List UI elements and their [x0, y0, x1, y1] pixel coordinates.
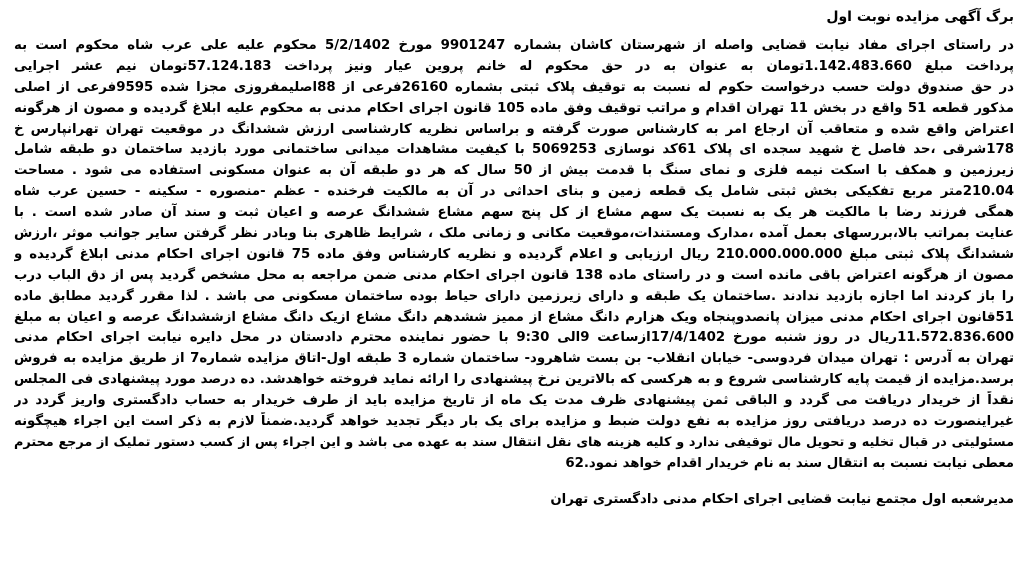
body-line: مذکور قطعه 51 واقع در بخش 11 تهران اقدام و مراتب توقیف وفق ماده 105 قانون اجرای احکام مدنی به محکوم علیه ابلاغ گردیده و مصون از هرگونه: [14, 100, 1014, 116]
body-line: 210.04متر مربع تفکیکی بخش ثبتی شامل یک قطعه زمین و بنای احداثی در آن به مالکیت فرخنده - عظم -منصوره - سکینه - حسین عرب شاه: [14, 184, 1014, 200]
body-line: در حق صندوق دولت حسب درخواست حکوم له نسبت به توقیف پلاک ثبتی بشماره 26160فرعی از 88اصلیمفروزی مجزا شده 9595فرعی از اصلی: [14, 79, 1014, 95]
body-line: را باز کردند اما اجازه بازدید ندادند .ساختمان یک طبقه و دارای زیرزمین دارای حیاط بوده ساختمان مسکونی می باشد . لذا مقرر گردید مطابق ماده: [14, 288, 1014, 304]
body-line: مصون از هرگونه اعتراض باقی مانده است و در راستای ماده 138 قانون اجرای احکام مدنی ضمن مراجعه به محل مشخص گردید پس از دق الباب درب: [14, 267, 1014, 283]
body-line: 11.572.836.600ریال در روز شنبه مورخ 17/4/1402ازساعت 9الی 9:30 با حضور نماینده محترم دادستان در محل دایره نیابت اجرای احکام مدنی: [14, 330, 1014, 346]
body-line: برسد.مزایده از قیمت پایه کارشناسی شروع و به هرکسی که بالاترین نرخ پیشنهادی را ارائه نماید فروخته خواهدشد. ده درصد مورد پیشنهادی فی المجلس: [14, 372, 1014, 388]
body-line: 178شرقی ،حد فاصل خ شهید سجده ای پلاک 61کد نوسازی 5069253 با کیفیت مشاهدات میدانی ساختمانی مورد بازدید ساختمان دو طبقه شامل: [14, 142, 1014, 158]
body-line: نقداً از خریدار دریافت می گردد و الباقی ثمن پیشنهادی ظرف مدت یک ماه از تاریخ مزایده باید از طرف خریدار به حساب دادگستری واریز گردد در: [14, 393, 1014, 409]
notice-title: برگ آگهی مزایده نوبت اول: [826, 9, 1014, 25]
body-line: پرداخت مبلغ 1.142.483.660تومان به عنوان به در حق محکوم له خانم پروین عیار ونیز پرداخت 57.124.183تومان نیم عشر اجرایی: [14, 58, 1014, 74]
body-line: همگی فرزند رضا با مالکیت هر یک به نسبت یک سهم مشاع از کل پنج سهم مشاع ششدانگ عرصه و اعیان ثبت و سند آن صادر شده است . با: [14, 205, 1014, 221]
body-line: تهران به آدرس : تهران میدان فردوسی- خیابان انقلاب- بن بست شاهرود- ساختمان شماره 3 طبقه اول-اتاق مزایده شماره7 از طریق مزایده به فروش: [14, 351, 1014, 367]
body-line: ششدانگ پلاک ثبتی مبلغ 210.000.000.000 ریال ارزیابی و اعلام گردیده و نظریه کارشناس وفق ماده 75 قانون اجرای احکام مدنی ابلاغ گردیده و: [14, 246, 1014, 262]
body-line: 51قانون اجرای احکام مدنی میزان پانصدوپنجاه ویک هزارم دانگ مشاع از ممیز ششدهم دانگ مشاع ازیک دانگ مشاع ازششدانگ عرصه و اعیان به مبلغ: [14, 309, 1014, 325]
notice-body: [14, 36, 1014, 475]
issuer-signature-line: مدیرشعبه اول مجتمع نیابت قضایی اجرای احکام مدنی دادگستری تهران: [550, 491, 1014, 507]
body-line-last: معطی نیابت نسبت به انتقال سند به نام خریدار اقدام خواهد نمود.62: [565, 455, 1014, 471]
body-line: مسئولیتی در قبال تخلیه و تحویل مال توقیفی ندارد و کلیه هزینه های نقل انتقال سند به عهده می باشد و این اجراء پس از کسب دستور تملیک از مرجع محترم: [14, 434, 1014, 450]
body-line: اعتراض واقع شده و متعاقب آن ارجاع امر به کارشناس صورت گرفته و براساس نظریه کارشناسی ارزش ششدانگ در موقعیت تهران تهرانپارس خ: [14, 121, 1014, 137]
body-line: غیراینصورت ده درصد دریافتی روز مزایده به نفع دولت ضبط و مزایده برای یک بار دیگر تجدید خواهد گردید.ضمناً لازم به ذکر است این اجراء هیچگونه: [14, 414, 1014, 430]
body-line: زیرزمین و همکف با اسکت نیمه فلزی و نمای سنگ با قدمت بیش از 50 سال که هر دو طبقه آن به عنوان مسکونی استفاده می شود . مساحت: [14, 163, 1014, 179]
body-line: عنایت بمراتب بالا،بررسهای بعمل آمده ،مدارک ومستندات،موقعیت مکانی و زمانی ملک ، شرایط ظاهری بنا وبادر نظر گرفتن سایر جوانب موثر ،ارزش: [14, 226, 1014, 242]
body-line: در راستای اجرای مفاد نیابت قضایی واصله از شهرستان کاشان بشماره 9901247 مورخ 5/2/1402 محکوم علیه علی عرب شاه محکوم است به: [14, 38, 1014, 53]
